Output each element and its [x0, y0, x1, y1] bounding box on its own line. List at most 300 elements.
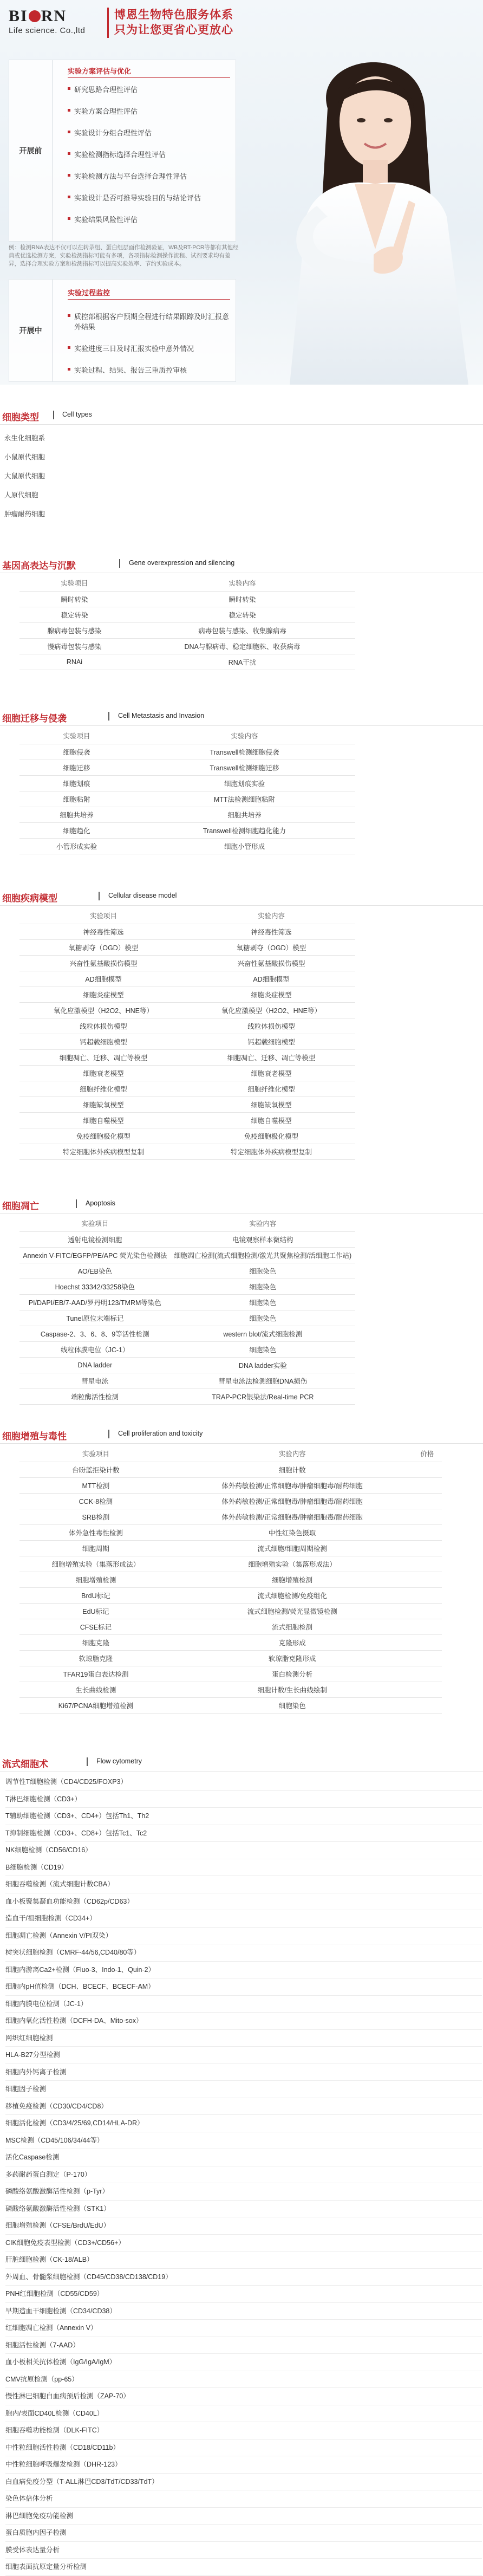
list-item: 细胞内膜电位检测（JC-1）	[5, 1996, 482, 2013]
list-item: HLA-B27分型检测	[5, 2047, 482, 2064]
table-row	[19, 822, 355, 838]
table-cell: 氧糖剥夺（OGD）模型	[19, 939, 187, 955]
table-row	[19, 1049, 355, 1065]
table-header-row	[19, 1446, 442, 1462]
table-cell: 体外药敏检测/正常细胞毒/肿瘤细胞毒/耐药细胞	[172, 1477, 413, 1493]
table-cell: 神经毒性筛选	[19, 924, 187, 939]
table-cell: 细胞凋亡检测(流式细胞检测/激光共聚焦检测/活细胞工作站)	[171, 1247, 355, 1263]
table-cell: 细胞染色	[171, 1310, 355, 1326]
table-cell: 流式细胞检测/免疫组化	[172, 1587, 413, 1603]
table-cell	[412, 1493, 442, 1509]
table-row	[19, 1509, 442, 1524]
list-item: 人原代细胞	[4, 491, 38, 499]
table-row	[19, 791, 355, 807]
section-header	[0, 551, 483, 573]
phase-label-during: 开展中	[9, 280, 53, 381]
table-cell: 细胞划痕实验	[134, 775, 355, 791]
list-item: 细胞内pH值检测（DCH、BCECF、BCECF-AM）	[5, 1978, 482, 1996]
list-item: 中性粒细胞活性检测（CD18/CD11b）	[5, 2439, 482, 2457]
table-row	[19, 591, 355, 607]
table-cell: 细胞纤维化模型	[187, 1081, 355, 1096]
list-item: 大鼠原代细胞	[4, 472, 45, 480]
table-row	[19, 1341, 355, 1357]
table-cell: PI/DAPI/EB/7-AAD/罗丹明123/TMRM等染色	[19, 1294, 171, 1310]
divider	[53, 411, 54, 419]
table-cell: TRAP-PCR银染法/Real-time PCR	[171, 1388, 355, 1404]
table-cell: 细胞趋化	[19, 822, 134, 838]
table-cell: 电镜观察样本微结构	[171, 1231, 355, 1247]
table-cell: 体外药敏检测/正常细胞毒/肿瘤细胞毒/耐药细胞	[172, 1509, 413, 1524]
table-header-row	[19, 908, 355, 924]
logo-o-mark	[29, 10, 41, 22]
table-row	[19, 971, 355, 987]
table-cell	[412, 1619, 442, 1634]
table-cell: 体外药敏检测/正常细胞毒/肿瘤细胞毒/耐药细胞	[172, 1493, 413, 1509]
list-item: 磷酸络氨酸激酶活性检测（STK1）	[5, 2201, 482, 2218]
table-row	[19, 1603, 442, 1619]
table-cell: 细胞迁移	[19, 760, 134, 775]
section-header	[0, 1750, 483, 1772]
list-item: 细胞内游离Ca2+检测（Fluo-3、Indo-1、Quin-2）	[5, 1962, 482, 1979]
table-cell: 彗星电泳	[19, 1373, 171, 1388]
table-cell: 细胞增殖检测	[172, 1572, 413, 1587]
phase-title-during: 实验过程监控	[68, 287, 230, 300]
section-flow-cytometry	[0, 1750, 483, 2576]
table-row	[19, 607, 355, 622]
table-row	[19, 654, 355, 670]
list-item: CIK细胞免疫表型检测（CD3+/CD56+）	[5, 2235, 482, 2252]
table-cell: 细胞炎症模型	[19, 987, 187, 1002]
table-cell: 细胞划痕	[19, 775, 134, 791]
table-cell: 细胞染色	[171, 1294, 355, 1310]
list-item: 质控部根据客户预期全程进行结果跟踪及时汇报意外结果	[68, 311, 236, 332]
table-row	[19, 1634, 442, 1650]
section-metastasis	[0, 704, 483, 854]
divider	[108, 712, 109, 721]
table-row	[19, 1144, 355, 1159]
table-cell: western blot/流式细胞检测	[171, 1326, 355, 1341]
list-item: 实验过程、结果、报告三重质控审核	[68, 365, 236, 375]
column-header: 实验项目	[19, 1446, 172, 1462]
table-row	[19, 1697, 442, 1713]
list-item: 磷酸络氨酸激酶活性检测（p-Tyr）	[5, 2183, 482, 2201]
table-cell: BrdU标记	[19, 1587, 172, 1603]
section-header	[0, 403, 483, 425]
list-item: 树突状细胞检测（CMRF-44/56,CD40/80等）	[5, 1944, 482, 1962]
table-cell: 细胞计数	[172, 1462, 413, 1477]
table-row	[19, 955, 355, 971]
list-item: 研究思路合理性评估	[68, 84, 201, 94]
section-subtitle: Cellular disease model	[108, 892, 177, 899]
list-item: 永生化细胞系	[4, 434, 45, 442]
divider	[119, 559, 120, 568]
list-item: 实验检测方法与平台选择合理性评估	[68, 171, 201, 181]
section-subtitle: Cell types	[62, 411, 92, 418]
table-row	[19, 1065, 355, 1081]
table-row	[19, 1650, 442, 1666]
section-apoptosis	[0, 1192, 483, 1405]
table-row	[19, 1556, 442, 1572]
table-cell: 细胞染色	[171, 1341, 355, 1357]
table-cell: CFSE标记	[19, 1619, 172, 1634]
table-row	[19, 1096, 355, 1112]
table-cell	[412, 1556, 442, 1572]
list-item: 淋巴细胞免疫功能检测	[5, 2508, 482, 2525]
table-cell	[412, 1572, 442, 1587]
table-cell: 细胞染色	[171, 1263, 355, 1279]
table-header-row	[19, 728, 355, 744]
list-item: 血小板聚集凝血功能检测（CD62p/CD63）	[5, 1893, 482, 1911]
table-cell: 细胞共培养	[19, 807, 134, 822]
section-header	[0, 1422, 483, 1444]
phase-label-before: 开展前	[9, 60, 53, 241]
table-cell: 钙超载细胞模型	[19, 1034, 187, 1049]
table-cell: 钙超载细胞模型	[187, 1034, 355, 1049]
list-item: 多药耐药蛋白测定（P-170）	[5, 2166, 482, 2184]
table-row	[19, 1462, 442, 1477]
table-cell: MTT检测	[19, 1477, 172, 1493]
list-item: 红细胞凋亡检测（Annexin V）	[5, 2320, 482, 2337]
apoptosis-table	[19, 1216, 355, 1405]
gene-expression-table	[19, 575, 355, 670]
company-logo	[9, 8, 101, 35]
section-disease-model	[0, 884, 483, 1160]
list-item: 肿瘤耐药细胞	[4, 510, 45, 518]
list-item: T淋巴细胞检测（CD3+）	[5, 1791, 482, 1808]
table-cell	[412, 1634, 442, 1650]
divider	[76, 1199, 77, 1208]
table-cell: 细胞炎症模型	[187, 987, 355, 1002]
table-cell	[412, 1509, 442, 1524]
table-cell: RNAi	[19, 654, 129, 670]
disease-model-table	[19, 908, 355, 1160]
table-cell: 免疫细胞极化模型	[19, 1128, 187, 1144]
flow-cytometry-list	[0, 1772, 483, 2576]
section-gene-expression	[0, 551, 483, 670]
table-cell: 线粒体损伤模型	[19, 1018, 187, 1034]
table-cell: 瞬时转染	[19, 591, 129, 607]
list-item: B细胞检测（CD19）	[5, 1859, 482, 1877]
table-row	[19, 744, 355, 760]
list-item: 实验设计分组合理性评估	[68, 127, 201, 138]
divider	[108, 1430, 109, 1438]
list-item: 白血病免疫分型（T-ALL淋巴CD3/TdT/CD33/TdT）	[5, 2474, 482, 2491]
table-row	[19, 1682, 442, 1697]
slogan-line-2: 只为让您更省心更放心	[114, 24, 233, 36]
list-item: T抑制细胞检测（CD3+、CD8+）包括Tc1、Tc2	[5, 1825, 482, 1842]
table-row	[19, 1002, 355, 1018]
logo-wordmark: BI RN	[9, 7, 67, 25]
table-cell: 慢病毒包装与感染	[19, 638, 129, 654]
table-cell: Transwell检测细胞侵袭	[134, 744, 355, 760]
table-row	[19, 987, 355, 1002]
table-cell: 细胞侵袭	[19, 744, 134, 760]
table-cell: 细胞克隆	[19, 1634, 172, 1650]
divider	[99, 892, 100, 900]
table-cell: 生长曲线检测	[19, 1682, 172, 1697]
table-cell: 氧化应激模型（H2O2、HNE等）	[19, 1002, 187, 1018]
table-cell: 兴奋性氨基酸损伤模型	[19, 955, 187, 971]
table-row	[19, 1263, 355, 1279]
list-item: 细胞活性检测（7-AAD）	[5, 2337, 482, 2354]
list-item: NK细胞检测（CD56/CD16）	[5, 1842, 482, 1859]
table-cell: 体外急性毒性检测	[19, 1524, 172, 1540]
table-cell: SRB检测	[19, 1509, 172, 1524]
table-row	[19, 1357, 355, 1373]
section-title: 基因高表达与沉默	[2, 561, 76, 571]
example-note: 例：检测RNA表达不仅可以在转录组、蛋白组层面作检测验证，WB及RT-PCR等都有其他经典或优选检测方案，实验检测指标可能有多项，各项指标检测操作流程、试剂要求均有差异，选择合理实验方案和检测指标可以提高实验效率、节约实验成本。	[9, 244, 239, 267]
table-cell: 腺病毒包装与感染	[19, 622, 129, 638]
table-cell: 神经毒性筛选	[187, 924, 355, 939]
table-row	[19, 1231, 355, 1247]
table-row	[19, 1034, 355, 1049]
column-header: 实验内容	[172, 1446, 413, 1462]
table-row	[19, 1477, 442, 1493]
list-item: 肝脏细胞检测（CK-18/ALB）	[5, 2251, 482, 2269]
table-row	[19, 1493, 442, 1509]
table-cell	[412, 1650, 442, 1666]
list-item: 血小板相关抗体检测（IgG/IgA/IgM）	[5, 2354, 482, 2371]
table-cell: 兴奋性氨基酸损伤模型	[187, 955, 355, 971]
table-row	[19, 1524, 442, 1540]
phase-title-before: 实验方案评估与优化	[68, 66, 230, 78]
table-cell: 氧化应激模型（H2O2、HNE等）	[187, 1002, 355, 1018]
table-cell: 稳定转染	[19, 607, 129, 622]
table-row	[19, 1373, 355, 1388]
section-header	[0, 1192, 483, 1214]
list-item: 实验设计是否可推导实验目的与结论评估	[68, 192, 201, 203]
table-cell: 小管形成实验	[19, 838, 134, 854]
list-item: 细胞内外钙离子检测	[5, 2064, 482, 2081]
table-cell: 中性红染色摄取	[172, 1524, 413, 1540]
before-phase-list	[68, 84, 201, 236]
table-cell: DNA与腺病毒、稳定细胞株、收获病毒	[129, 638, 355, 654]
column-header: 实验项目	[19, 728, 134, 744]
table-row	[19, 760, 355, 775]
table-cell	[412, 1587, 442, 1603]
column-header: 实验内容	[129, 575, 355, 591]
table-row	[19, 1388, 355, 1404]
list-item: 早期造血干细胞检测（CD34/CD38）	[5, 2303, 482, 2320]
table-row	[19, 1018, 355, 1034]
list-item: 染色体倍体分析	[5, 2490, 482, 2508]
during-phase-list	[68, 311, 236, 385]
table-cell	[412, 1462, 442, 1477]
list-item: 蛋白质胞内因子检测	[5, 2525, 482, 2542]
table-cell: 细胞凋亡、迁移、凋亡等模型	[19, 1049, 187, 1065]
column-header: 价格	[412, 1446, 442, 1462]
table-cell: Transwell检测细胞趋化能力	[134, 822, 355, 838]
list-item: 小鼠原代细胞	[4, 453, 45, 461]
list-item: 中性粒细胞呼吸爆发检测（DHR-123）	[5, 2456, 482, 2474]
section-title: 细胞增殖与毒性	[2, 1431, 67, 1442]
table-row	[19, 1112, 355, 1128]
table-row	[19, 1279, 355, 1294]
table-cell: 细胞增殖检测	[19, 1572, 172, 1587]
table-cell	[412, 1603, 442, 1619]
column-header: 实验项目	[19, 575, 129, 591]
table-cell: CCK-8检测	[19, 1493, 172, 1509]
list-item: 外周血、骨髓浆细胞检测（CD45/CD38/CD138/CD19）	[5, 2269, 482, 2286]
list-item: 细胞因子检测	[5, 2081, 482, 2098]
table-cell: 细胞染色	[172, 1697, 413, 1713]
table-row	[19, 1128, 355, 1144]
section-subtitle: Cell proliferation and toxicity	[118, 1430, 203, 1437]
table-cell: 细胞自噬模型	[19, 1112, 187, 1128]
table-row	[19, 1310, 355, 1326]
list-item: 实验结果风险性评估	[68, 214, 201, 224]
table-cell: Annexin V-FITC/EGFP/PE/APC 荧光染色检测法	[19, 1247, 171, 1263]
section-title: 细胞疾病模型	[2, 893, 57, 904]
table-cell: 软琼脂克隆形成	[172, 1650, 413, 1666]
table-cell: Caspase-2、3、6、8、9等活性检测	[19, 1326, 171, 1341]
table-cell: AD细胞模型	[19, 971, 187, 987]
table-cell: 细胞周期	[19, 1540, 172, 1556]
metastasis-table	[19, 728, 355, 854]
list-item: 移植免疫检测（CD30/CD4/CD8）	[5, 2098, 482, 2116]
table-cell: 特定细胞体外疾病模型复制	[19, 1144, 187, 1159]
table-cell: TFAR19蛋白表达检测	[19, 1666, 172, 1682]
table-row	[19, 807, 355, 822]
table-cell: 免疫细胞极化模型	[187, 1128, 355, 1144]
table-row	[19, 838, 355, 854]
table-cell: 线粒体膜电位（JC-1）	[19, 1341, 171, 1357]
slogan	[107, 8, 233, 38]
table-cell: 端粒酶活性检测	[19, 1388, 171, 1404]
table-cell	[412, 1682, 442, 1697]
table-cell: 细胞染色	[171, 1279, 355, 1294]
list-item: 调节性T细胞检测（CD4/CD25/FOXP3）	[5, 1774, 482, 1791]
table-cell: 透射电镜检测细胞	[19, 1231, 171, 1247]
table-cell: AD细胞模型	[187, 971, 355, 987]
table-cell: DNA ladder	[19, 1357, 171, 1373]
table-row	[19, 1572, 442, 1587]
table-row	[19, 775, 355, 791]
list-item: PNH红细胞检测（CD55/CD59）	[5, 2286, 482, 2303]
section-subtitle: Cell Metastasis and Invasion	[118, 712, 205, 719]
section-title: 细胞迁移与侵袭	[2, 713, 67, 724]
column-header: 实验项目	[19, 908, 187, 924]
table-cell: Tunel原位末端标记	[19, 1310, 171, 1326]
cell-type-list	[0, 425, 483, 524]
table-cell: AO/EB染色	[19, 1263, 171, 1279]
table-row	[19, 939, 355, 955]
list-item: 实验方案合理性评估	[68, 106, 201, 116]
table-cell: 细胞自噬模型	[187, 1112, 355, 1128]
list-item: 造血干/祖细胞检测（CD34+）	[5, 1910, 482, 1928]
table-row	[19, 622, 355, 638]
list-item: 细胞吞噬检测（流式细胞计数CBA）	[5, 1876, 482, 1893]
table-cell: 蛋白检测分析	[172, 1666, 413, 1682]
table-cell: MTT法检测细胞粘附	[134, 791, 355, 807]
proliferation-table	[19, 1446, 442, 1714]
logo-tagline: Life science. Co.,ltd	[9, 26, 86, 35]
table-cell: EdU标记	[19, 1603, 172, 1619]
list-item: 慢性淋巴细胞白血病预后检测（ZAP-70）	[5, 2388, 482, 2405]
section-header	[0, 704, 483, 726]
table-row	[19, 1247, 355, 1263]
during-phase-panel	[9, 279, 236, 382]
column-header: 实验内容	[134, 728, 355, 744]
table-row	[19, 1294, 355, 1310]
table-cell: 细胞衰老模型	[19, 1065, 187, 1081]
list-item: T辅助细胞检测（CD3+、CD4+）包括Th1、Th2	[5, 1808, 482, 1825]
list-item: 胞内/表面CD40L检测（CD40L）	[5, 2405, 482, 2423]
table-cell: 细胞增殖实验（集落形成法）	[19, 1556, 172, 1572]
table-cell: 细胞小管形成	[134, 838, 355, 854]
section-title: 细胞类型	[2, 412, 39, 423]
table-cell	[412, 1666, 442, 1682]
table-cell: Transwell检测细胞迁移	[134, 760, 355, 775]
table-cell: 细胞增殖实验（集落形成法）	[172, 1556, 413, 1572]
table-cell: 瞬时转染	[129, 591, 355, 607]
list-item: 细胞活化检测（CD3/4/25/69,CD14/HLA-DR）	[5, 2115, 482, 2132]
table-cell	[412, 1524, 442, 1540]
table-cell: 台盼蓝拒染计数	[19, 1462, 172, 1477]
hero-banner	[0, 0, 483, 385]
column-header: 实验内容	[171, 1216, 355, 1231]
before-phase-panel	[9, 60, 236, 242]
table-cell	[412, 1697, 442, 1713]
table-cell: 流式细胞/细胞周期检测	[172, 1540, 413, 1556]
list-item: 网织红细胞检测	[5, 2030, 482, 2047]
table-header-row	[19, 1216, 355, 1231]
table-cell: 细胞粘附	[19, 791, 134, 807]
table-cell: DNA ladder实验	[171, 1357, 355, 1373]
table-row	[19, 924, 355, 939]
list-item: 细胞凋亡检测（Annexin V/PI双染）	[5, 1928, 482, 1945]
table-cell: 软琼脂克隆	[19, 1650, 172, 1666]
table-cell: 流式细胞检测	[172, 1619, 413, 1634]
list-item: 细胞增殖检测（CFSE/BrdU/EdU）	[5, 2217, 482, 2235]
section-cell-types	[0, 403, 483, 524]
column-header: 实验内容	[187, 908, 355, 924]
table-row	[19, 1540, 442, 1556]
section-subtitle: Flow cytometry	[96, 1757, 142, 1765]
table-cell: Hoechst 33342/33258染色	[19, 1279, 171, 1294]
table-cell	[412, 1540, 442, 1556]
table-cell: 氧糖剥夺（OGD）模型	[187, 939, 355, 955]
table-row	[19, 1326, 355, 1341]
table-cell: 病毒包装与感染、收集腺病毒	[129, 622, 355, 638]
list-item: 细胞表面抗原定量分析检测	[5, 2559, 482, 2576]
table-cell: 细胞共培养	[134, 807, 355, 822]
list-item: MSC检测（CD45/106/34/44等）	[5, 2132, 482, 2150]
table-row	[19, 1619, 442, 1634]
table-cell	[412, 1477, 442, 1493]
section-proliferation	[0, 1422, 483, 1714]
table-row	[19, 1666, 442, 1682]
table-cell: 细胞凋亡、迁移、凋亡等模型	[187, 1049, 355, 1065]
table-cell: 细胞衰老模型	[187, 1065, 355, 1081]
table-cell: RNA干扰	[129, 654, 355, 670]
table-row	[19, 1587, 442, 1603]
table-cell: 细胞缺氧模型	[19, 1096, 187, 1112]
table-row	[19, 638, 355, 654]
list-item: 细胞内氧化活性检测（DCFH-DA、Mito-sox）	[5, 2013, 482, 2030]
table-cell: 细胞纤维化模型	[19, 1081, 187, 1096]
table-cell: 流式细胞检测/荧光显微镜检测	[172, 1603, 413, 1619]
doctor-illustration	[246, 22, 483, 385]
table-cell: 特定细胞体外疾病模型复制	[187, 1144, 355, 1159]
list-item: 细胞吞噬功能检测（DLK-FITC）	[5, 2422, 482, 2439]
table-cell: 克隆形成	[172, 1634, 413, 1650]
table-cell: 线粒体损伤模型	[187, 1018, 355, 1034]
table-cell: 细胞缺氧模型	[187, 1096, 355, 1112]
table-cell: 稳定转染	[129, 607, 355, 622]
list-item: 膜受体表达量分析	[5, 2542, 482, 2559]
table-cell: Ki67/PCNA细胞增殖检测	[19, 1697, 172, 1713]
